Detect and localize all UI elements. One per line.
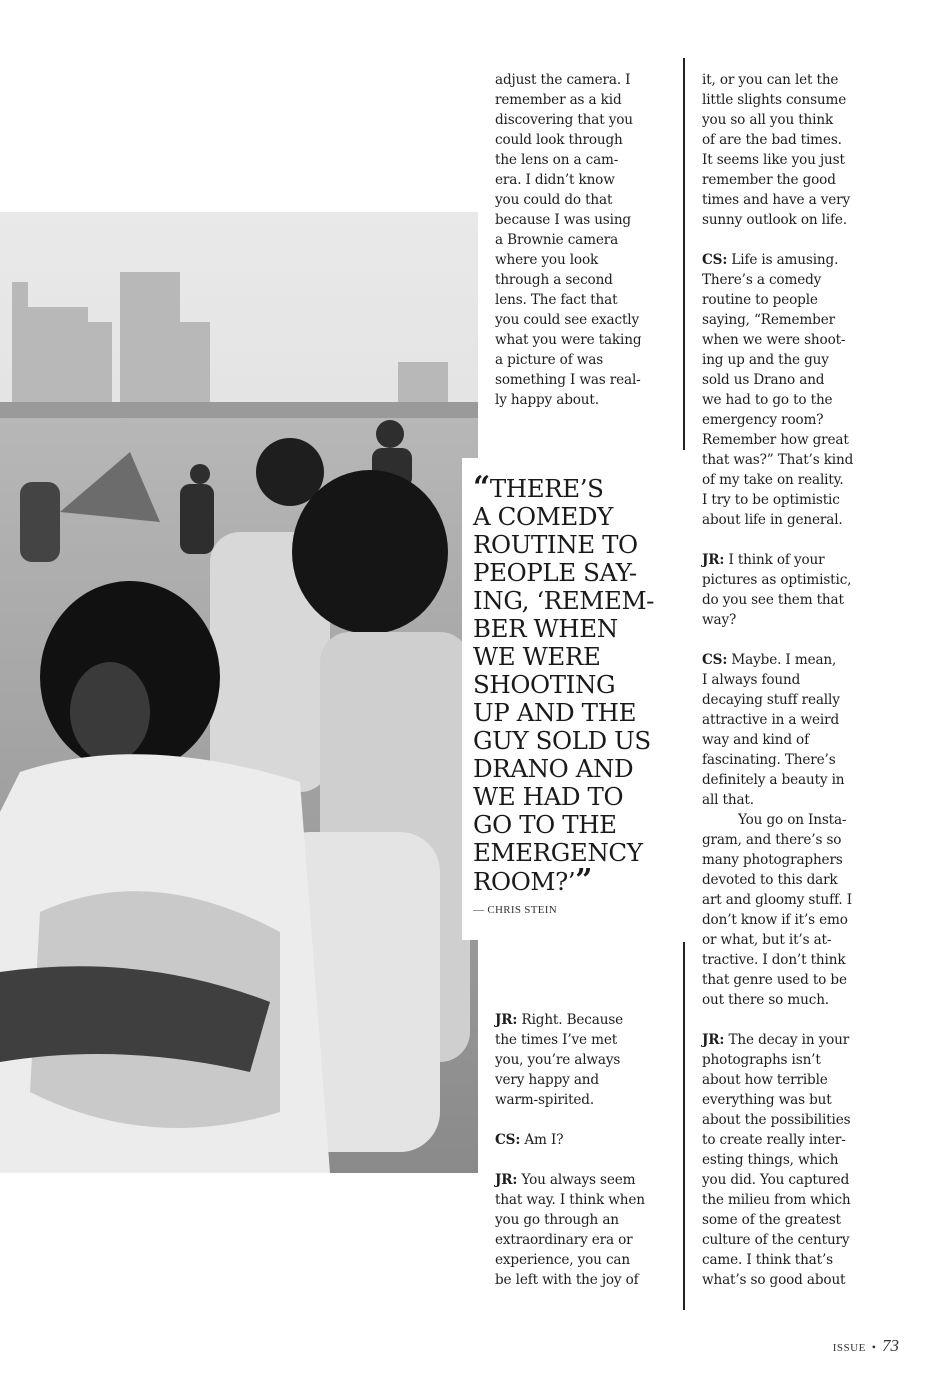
column-1-top [495, 70, 670, 430]
paragraph [702, 250, 877, 530]
paragraph: You go on Insta- gram, and there’s so many photographers devoted to this dark art and gloomy stuff. I don’t know if it’s emo or what, but it’s at- tractive. I don’t think that genre used to be out there so much. [702, 812, 852, 1008]
page-number: 73 [882, 1336, 899, 1355]
paragraph-text: You always seem that way. I think when you go through an extraordinary era or experience, you can be left with the joy of [495, 1172, 645, 1288]
page-folio [833, 1336, 899, 1356]
paragraph [495, 1010, 670, 1110]
paragraph: adjust the camera. I remember as a kid discovering that you could look through the lens on a cam- era. I didn’t know you could do that because I was using a Brownie camera where you look through a second lens. The fact that you could see exactly what you were taking a picture of was something I was real- ly happy about. [495, 72, 642, 408]
paragraph [495, 1170, 670, 1290]
column-rule-top [683, 58, 685, 450]
issue-label: ISSUE [832, 1342, 866, 1354]
open-quote-mark: “ [473, 470, 490, 505]
folio-separator: • [871, 1340, 876, 1354]
speaker-label: CS: [702, 252, 728, 268]
column-2 [702, 70, 877, 1290]
pull-quote-text: THERE’S A COMEDY ROUTINE TO PEOPLE SAY- ING, ‘REMEM- BER WHEN WE WERE SHOOTING UP AND THE GUY SOLD US DRANO AND WE HAD TO GO TO THE EMERGENCY ROOM?’ [473, 474, 655, 896]
paragraph-text: Maybe. I mean, I always found decaying stuff really attractive in a weird way and kind of fascinating. There’s definitely a beauty in all that. [702, 652, 845, 808]
pull-quote-attribution: — CHRIS STEIN [473, 904, 557, 916]
beach-photograph [0, 212, 478, 1173]
speaker-label: CS: [702, 652, 728, 668]
column-rule-bottom [683, 942, 685, 1310]
paragraph-text: I think of your pictures as optimistic, do you see them that way? [702, 552, 852, 628]
paragraph: it, or you can let the little slights consume you so all you think of are the bad times. It seems like you just remember the good times and have a very sunny outlook on life. [702, 72, 851, 228]
beach-photo-icon [0, 212, 478, 1173]
paragraph [702, 650, 877, 810]
speaker-label: CS: [495, 1132, 521, 1148]
paragraph-text: Life is amusing. There’s a comedy routine to people saying, “Remember when we were shoot- ing up and the guy sold us Drano and we had to go to the emergency room? Remember how great that was?” That’s kind of my take on reality. I try to be optimistic about life in general. [702, 252, 854, 528]
close-quote-mark: ” [575, 863, 593, 898]
paragraph-text: Am I? [520, 1132, 564, 1148]
pull-quote [473, 470, 673, 898]
paragraph-text: The decay in your photographs isn’t about how terrible everything was but about the possibilities to create really inter- esting things, which you did. You captured the milieu from which some of the greatest culture of the century came. I think that’s what’s so good about [702, 1032, 851, 1288]
paragraph [702, 1030, 877, 1290]
speaker-label: JR: [495, 1012, 518, 1028]
paragraph [495, 1130, 670, 1150]
speaker-label: JR: [702, 552, 725, 568]
speaker-label: JR: [495, 1172, 518, 1188]
paragraph [702, 550, 877, 630]
speaker-label: JR: [702, 1032, 725, 1048]
paragraph-text: Right. Because the times I’ve met you, you’re always very happy and warm-spirited. [495, 1012, 624, 1108]
column-1-bottom [495, 1010, 670, 1290]
